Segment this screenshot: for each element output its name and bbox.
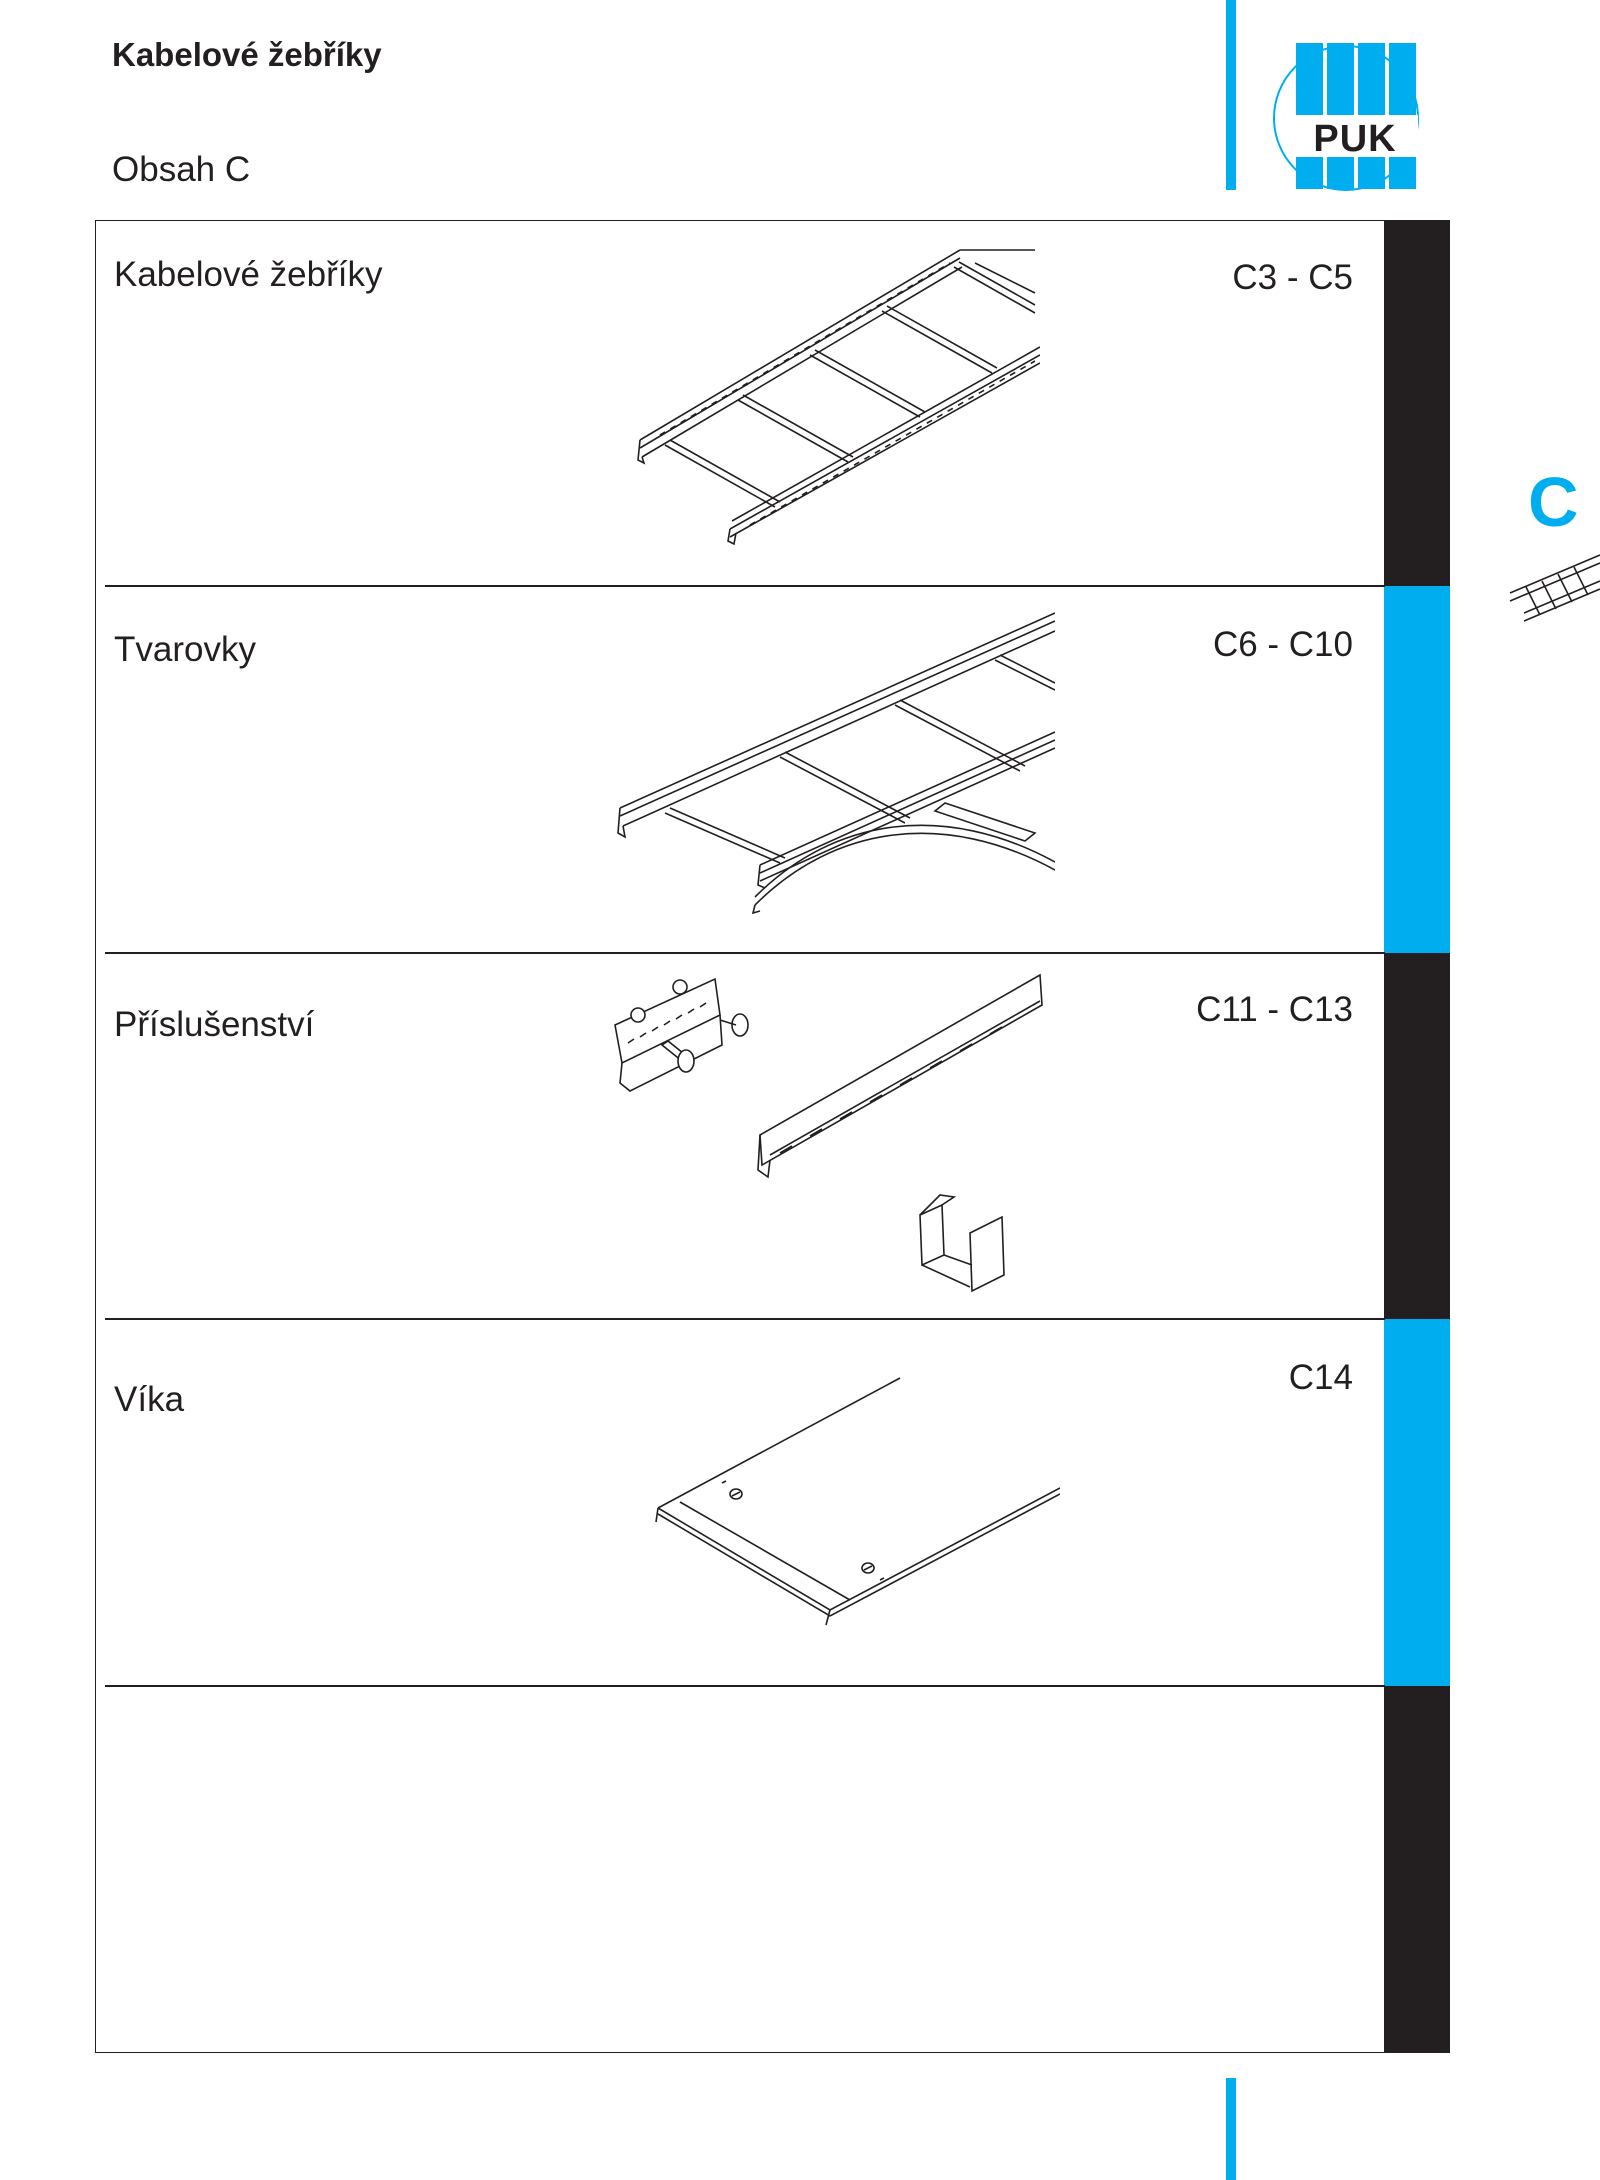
row-label-fittings: Tvarovky <box>114 630 256 669</box>
row-pages-covers: C14 <box>1288 1358 1353 1397</box>
puk-logo <box>1266 40 1426 192</box>
page-subtitle: Obsah C <box>112 150 251 189</box>
mini-ladder-icon <box>1508 545 1600 625</box>
row-label-accessories: Příslušenství <box>114 1005 315 1044</box>
logo-text: PUK <box>1313 118 1397 160</box>
row-tab-2 <box>1384 586 1450 953</box>
row-divider <box>105 1685 1385 1687</box>
row-tab-4 <box>1384 1319 1450 1686</box>
row-label-cable-ladders: Kabelové žebříky <box>114 255 383 294</box>
row-label-covers: Víka <box>114 1380 185 1419</box>
row-pages-fittings: C6 - C10 <box>1212 625 1353 664</box>
bottom-accent-bar <box>1226 2078 1236 2180</box>
row-divider <box>105 1318 1385 1320</box>
row-tab-3 <box>1384 953 1450 1319</box>
page-title: Kabelové žebříky <box>112 36 382 73</box>
row-tab-5 <box>1384 1686 1450 2053</box>
row-tab-1 <box>1384 220 1450 586</box>
ladder-fitting-icon <box>615 605 1055 915</box>
accessories-icon <box>610 965 1060 1310</box>
row-pages-accessories: C11 - C13 <box>1196 990 1353 1029</box>
cover-icon <box>650 1370 1060 1630</box>
top-accent-bar <box>1226 0 1236 190</box>
section-letter: C <box>1528 463 1579 541</box>
cable-ladder-icon <box>620 245 1040 545</box>
row-divider <box>105 952 1385 954</box>
row-pages-cable-ladders: C3 - C5 <box>1232 258 1353 297</box>
row-divider <box>105 585 1385 587</box>
